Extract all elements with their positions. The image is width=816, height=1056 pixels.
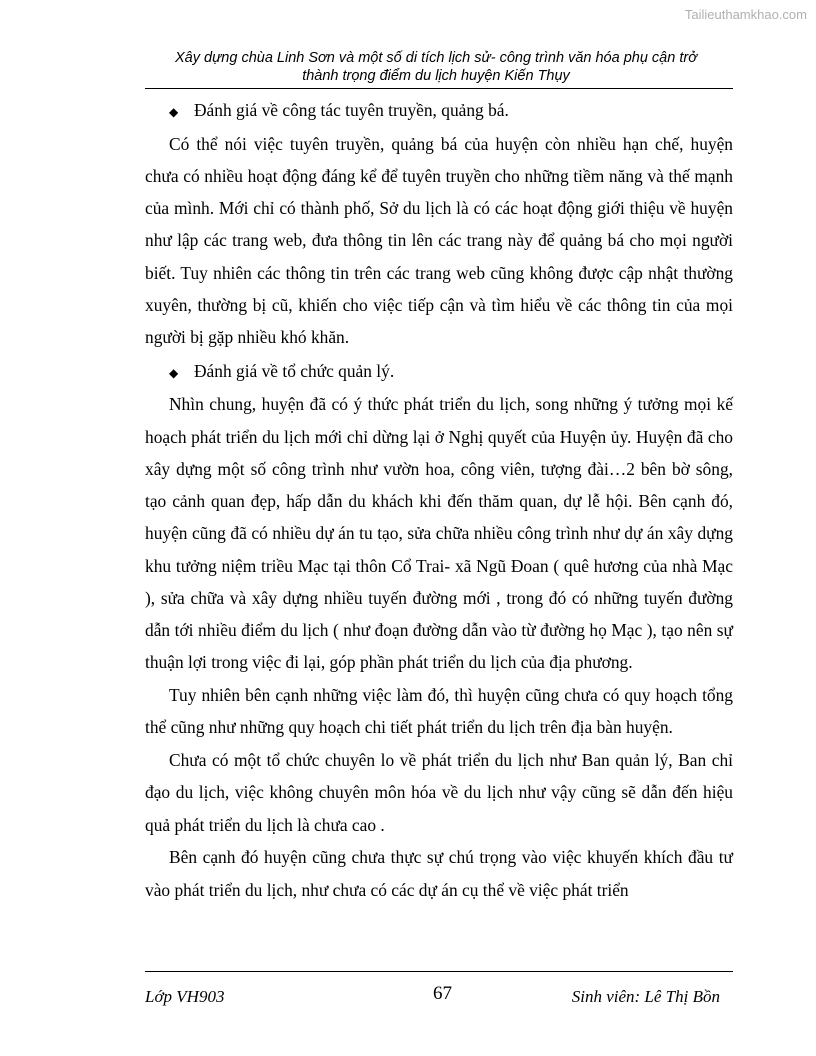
page-footer xyxy=(145,983,733,1013)
header-divider xyxy=(145,88,733,89)
paragraph: Tuy nhiên bên cạnh những việc làm đó, thì huyện cũng chưa có quy hoạch tổng thể cũng như những quy hoạch chi tiết phát triển du lịch trên địa bàn huyện. xyxy=(145,685,733,738)
paragraph: Có thể nói việc tuyên truyền, quảng bá của huyện còn nhiều hạn chế, huyện chưa có nhiều hoạt động đáng kể để tuyên truyền cho những tiềm năng và thế mạnh của mình. Mới chỉ có thành phố, Sở du lịch là có các hoạt động giới thiệu về huyện như lập các trang web, đưa thông tin lên các trang này để quảng bá cho mọi người biết. Tuy nhiên các thông tin trên các trang web cũng không được cập nhật thường xuyên, thường bị cũ, khiến cho việc tiếp cận và tìm hiểu về các thông tin của mọi người bị gặp nhiều khó khăn. xyxy=(145,133,733,347)
header-line-1: Xây dựng chùa Linh Sơn và một số di tích lịch sử- công trình văn hóa phụ cận trở xyxy=(175,50,697,66)
section-heading-management xyxy=(145,354,733,388)
header-line-2: thành trọng điểm du lịch huyện Kiến Thụy xyxy=(302,68,570,84)
running-header xyxy=(140,49,732,85)
footer-divider xyxy=(145,971,733,972)
paragraph: Bên cạnh đó huyện cũng chưa thực sự chú trọng vào việc khuyến khích đầu tư vào phát triển du lịch, như chưa có các dự án cụ thể về việc phát triển xyxy=(145,847,733,900)
black-diamond-bullet-icon: ◆ xyxy=(169,105,179,119)
section-heading-promotion xyxy=(145,93,733,127)
paragraph: Nhìn chung, huyện đã có ý thức phát triển du lịch, song những ý tưởng mọi kế hoạch phát triển du lịch mới chỉ dừng lại ở Nghị quyết của Huyện ủy. Huyện đã cho xây dựng một số công trình như vườn hoa, công viên, tượng đài…2 bên bờ sông, tạo cảnh quan đẹp, hấp dẫn du khách khi đến thăm quan, dự lễ hội. Bên cạnh đó, huyện cũng đã có nhiều dự án tu tạo, sửa chữa nhiều công trình như dự án xây dựng khu tưởng niệm triều Mạc tại thôn Cổ Trai- xã Ngũ Đoan ( quê hương của nhà Mạc ), sửa chữa và xây dựng nhiều tuyến đường mới , trong đó có những tuyến đường dẫn tới nhiều điểm du lịch ( như đoạn đường dẫn vào từ đường họ Mạc ), tạo nên sự thuận lợi trong việc đi lại, góp phần phát triển du lịch của địa phương. xyxy=(145,394,733,673)
watermark: Tailieuthamkhao.com xyxy=(684,7,807,22)
footer-class: Lớp VH903 xyxy=(145,987,225,1006)
page-number: 67 xyxy=(433,983,452,1004)
footer-student: Sinh viên: Lê Thị Bồn xyxy=(571,987,720,1006)
page-body xyxy=(145,93,733,906)
paragraph: Chưa có một tổ chức chuyên lo về phát triển du lịch như Ban quản lý, Ban chỉ đạo du lịch, việc không chuyên môn hóa về du lịch như vậy cũng sẽ dẫn đến hiệu quả phát triển du lịch là chưa cao . xyxy=(145,750,733,835)
black-diamond-bullet-icon: ◆ xyxy=(169,365,179,380)
section-heading-text: Đánh giá về công tác tuyên truyền, quảng bá. xyxy=(194,100,509,120)
section-heading-text: Đánh giá về tổ chức quản lý. xyxy=(194,360,395,381)
